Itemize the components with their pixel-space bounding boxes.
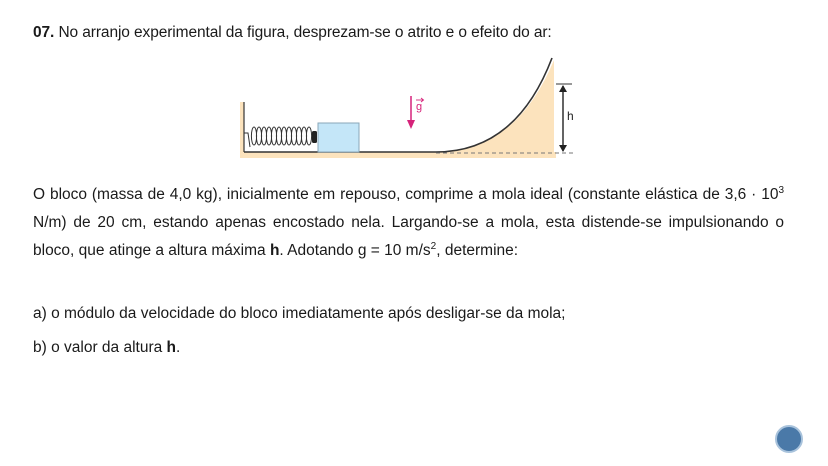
height-marker [556, 84, 574, 152]
problem-statement [33, 181, 784, 265]
question-title [33, 24, 552, 42]
question-intro: No arranjo experimental da figura, desprezam-se o atrito e o efeito do ar: [54, 24, 552, 41]
ramp-fill [436, 60, 554, 154]
statement-line-1: O bloco (massa de 4,0 kg), inicialmente em repouso, comprime a mola ideal (constante elástica de $3,6 \cdot 10^3$ [33, 185, 784, 203]
statement-line-2: N/m) de 20 cm, estando apenas encostado nela. Largando-se a mola, esta distende-se impulsionando o [33, 214, 784, 231]
spring-icon [244, 127, 312, 147]
gravity-arrow-icon [407, 96, 424, 129]
item-b: b) o valor da altura h. [33, 339, 181, 356]
wall [240, 102, 244, 158]
svg-text:h: h [567, 109, 574, 123]
question-number: 07. [33, 24, 55, 41]
item-a: a) o módulo da velocidade do bloco imediatamente após desligar-se da mola; [33, 305, 566, 322]
svg-text:g: g [416, 101, 423, 113]
slide-nav-button[interactable] [775, 425, 803, 453]
block [318, 123, 359, 152]
experiment-figure [236, 56, 586, 162]
statement-line-3: bloco, que atinge a altura máxima h. Adotando g = 10 $m/s^2$, determine: [33, 241, 519, 259]
